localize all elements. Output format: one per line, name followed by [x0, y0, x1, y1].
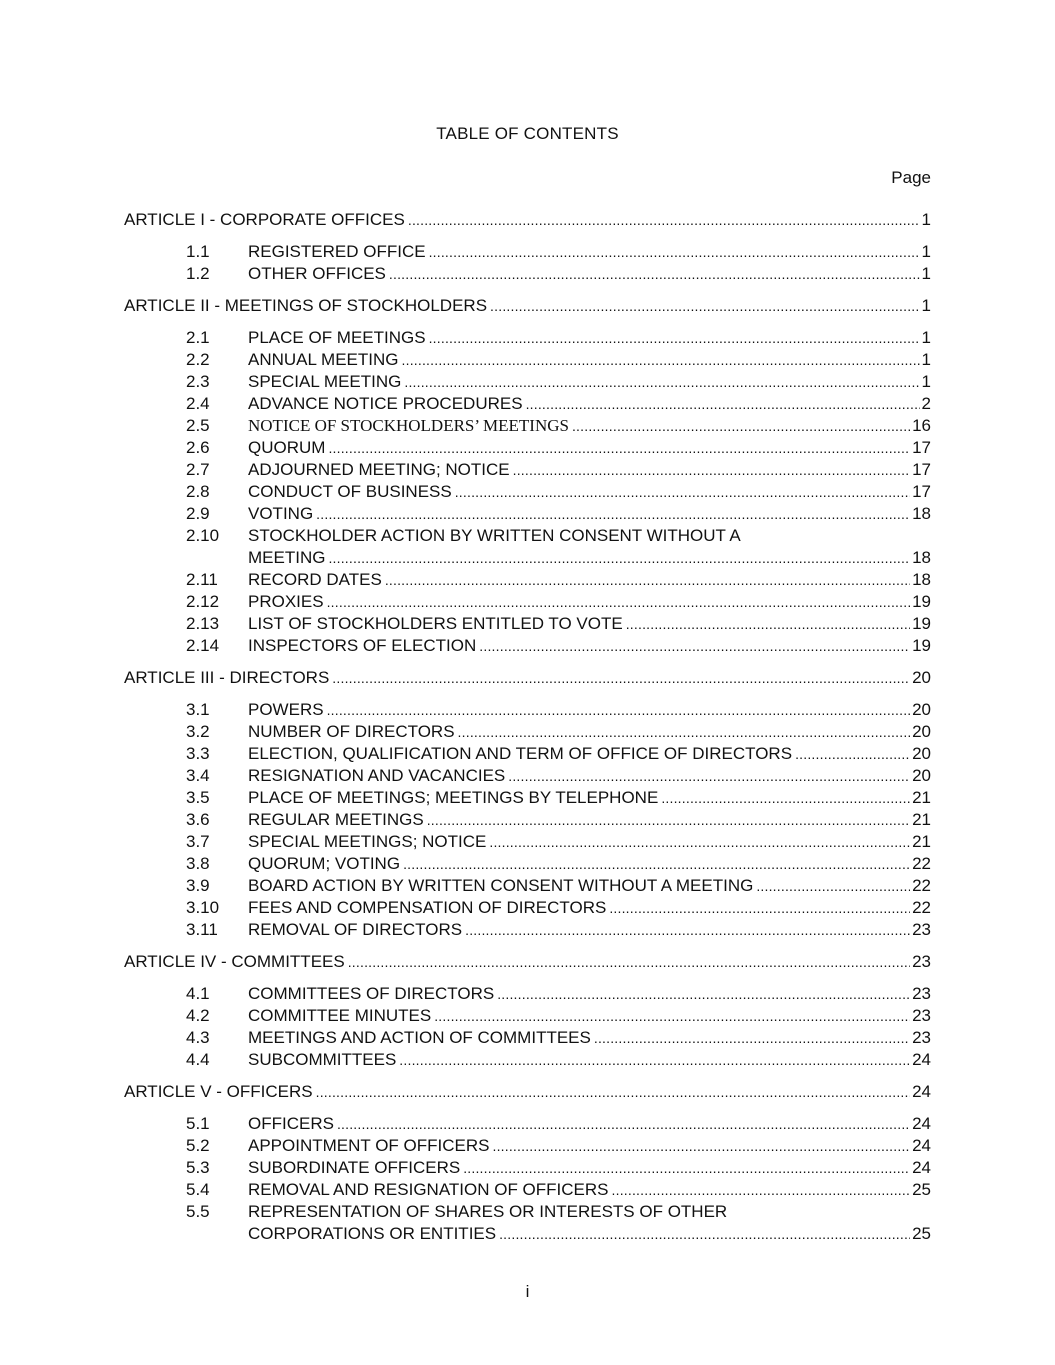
toc-entry-3-3[interactable]	[124, 743, 931, 765]
section-number: 3.11	[186, 920, 218, 939]
section-title: FEES AND COMPENSATION OF DIRECTORS	[248, 898, 607, 917]
dot-leader	[408, 211, 920, 229]
dot-leader	[795, 745, 910, 763]
dot-leader	[403, 855, 910, 873]
dot-leader	[626, 615, 910, 633]
section-title: VOTING	[248, 504, 314, 523]
section-title: ADJOURNED MEETING; NOTICE	[248, 460, 510, 479]
section-title: LIST OF STOCKHOLDERS ENTITLED TO VOTE	[248, 614, 623, 633]
section-title: PLACE OF MEETINGS; MEETINGS BY TELEPHONE	[248, 788, 659, 807]
dot-leader	[429, 329, 920, 347]
section-title: ANNUAL MEETING	[248, 350, 399, 369]
page-ref: 16	[912, 416, 931, 435]
dot-leader	[612, 1181, 911, 1199]
dot-leader	[404, 373, 919, 391]
toc-entry-2-2[interactable]	[124, 349, 931, 371]
toc-entry-5-4[interactable]	[124, 1179, 931, 1201]
section-title: NUMBER OF DIRECTORS	[248, 722, 455, 741]
section-number: 4.1	[186, 984, 210, 1003]
toc-entry-2-7[interactable]	[124, 459, 931, 481]
section-title: QUORUM	[248, 438, 326, 457]
dot-leader	[508, 767, 910, 785]
page-ref: 24	[912, 1158, 931, 1177]
section-number: 3.7	[186, 832, 210, 851]
page-ref: 23	[912, 952, 931, 971]
section-number: 3.5	[186, 788, 210, 807]
toc-entry-3-2[interactable]	[124, 721, 931, 743]
page-ref: 23	[912, 1006, 931, 1025]
section-number: 3.9	[186, 876, 210, 895]
toc-entry-5-1[interactable]	[124, 1113, 931, 1135]
page-ref: 17	[912, 482, 931, 501]
dot-leader	[458, 723, 911, 741]
toc-entry-1-1[interactable]	[124, 241, 931, 263]
section-number: 5.4	[186, 1180, 210, 1199]
page-ref: 1	[921, 350, 931, 369]
dot-leader	[513, 461, 910, 479]
section-title-line1: STOCKHOLDER ACTION BY WRITTEN CONSENT WITHOUT A	[248, 526, 741, 545]
section-title: ELECTION, QUALIFICATION AND TERM OF OFFICE OF DIRECTORS	[248, 744, 793, 763]
section-number: 2.2	[186, 350, 210, 369]
section-title: PLACE OF MEETINGS	[248, 328, 426, 347]
page-ref: 24	[912, 1114, 931, 1133]
article-title: ARTICLE V - OFFICERS	[124, 1082, 313, 1101]
toc-entry-4-3[interactable]	[124, 1027, 931, 1049]
dot-leader	[492, 1137, 910, 1155]
section-title: REMOVAL AND RESIGNATION OF OFFICERS	[248, 1180, 609, 1199]
toc-article-entry[interactable]	[124, 295, 931, 317]
section-title: RESIGNATION AND VACANCIES	[248, 766, 506, 785]
section-number: 2.7	[186, 460, 210, 479]
section-number: 5.3	[186, 1158, 210, 1177]
toc-entry-first-line	[124, 525, 931, 547]
dot-leader	[489, 833, 910, 851]
toc-entry-5-3[interactable]	[124, 1157, 931, 1179]
section-number: 1.2	[186, 264, 210, 283]
page-ref: 23	[912, 920, 931, 939]
section-title: REGULAR MEETINGS	[248, 810, 424, 829]
section-number: 3.1	[186, 700, 210, 719]
section-title: PROXIES	[248, 592, 324, 611]
section-number: 2.13	[186, 614, 220, 633]
toc-entry-3-10[interactable]	[124, 897, 931, 919]
page-ref: 19	[912, 614, 931, 633]
section-title: SUBORDINATE OFFICERS	[248, 1158, 461, 1177]
page-ref: 23	[912, 1028, 931, 1047]
section-title: ADVANCE NOTICE PROCEDURES	[248, 394, 523, 413]
section-number: 2.10	[186, 526, 220, 545]
section-number: 2.1	[186, 328, 210, 347]
toc-entry-5-2[interactable]	[124, 1135, 931, 1157]
section-title: SUBCOMMITTEES	[248, 1050, 397, 1069]
dot-leader	[316, 505, 910, 523]
section-title: APPOINTMENT OF OFFICERS	[248, 1136, 490, 1155]
dot-leader	[465, 921, 910, 939]
toc-entry-2-10[interactable]	[124, 525, 931, 569]
page-ref: 19	[912, 592, 931, 611]
section-title: SPECIAL MEETING	[248, 372, 402, 391]
section-number: 3.2	[186, 722, 210, 741]
dot-leader	[402, 351, 920, 369]
page-ref: 25	[912, 1224, 931, 1243]
toc-entry-4-2[interactable]	[124, 1005, 931, 1027]
dot-leader	[427, 811, 910, 829]
page-ref: 1	[921, 264, 931, 283]
dot-leader	[490, 297, 919, 315]
toc-entry-first-line	[124, 1201, 931, 1223]
page-ref: 20	[912, 766, 931, 785]
section-title: REMOVAL OF DIRECTORS	[248, 920, 463, 939]
page-ref: 1	[921, 372, 931, 391]
dot-leader	[429, 243, 920, 261]
toc-entry-5-5[interactable]	[124, 1201, 931, 1245]
page-ref: 21	[912, 788, 931, 807]
toc-article-entry[interactable]	[124, 1081, 931, 1103]
dot-leader	[594, 1029, 910, 1047]
toc-entry-2-6[interactable]	[124, 437, 931, 459]
dot-leader	[327, 701, 911, 719]
section-number: 5.5	[186, 1202, 210, 1221]
page-ref: 18	[912, 570, 931, 589]
toc-article-entry[interactable]	[124, 667, 931, 689]
section-number: 4.2	[186, 1006, 210, 1025]
toc-article-entry[interactable]	[124, 209, 931, 231]
toc-entry-2-3[interactable]	[124, 371, 931, 393]
dot-leader	[526, 395, 920, 413]
dot-leader	[328, 549, 910, 567]
section-title: REGISTERED OFFICE	[248, 242, 426, 261]
page-ref: 20	[912, 722, 931, 741]
toc-entry-4-1[interactable]	[124, 983, 931, 1005]
page-ref: 22	[912, 898, 931, 917]
page-ref: 22	[912, 854, 931, 873]
page-ref: 24	[912, 1136, 931, 1155]
section-number: 1.1	[186, 242, 210, 261]
toc-entry-second-line	[124, 1223, 931, 1245]
page-ref: 21	[912, 832, 931, 851]
toc-entry-3-5[interactable]	[124, 787, 931, 809]
dot-leader	[455, 483, 910, 501]
page-ref: 18	[912, 504, 931, 523]
section-number: 2.5	[186, 416, 210, 435]
page-ref: 20	[912, 668, 931, 687]
dot-leader	[399, 1051, 910, 1069]
section-number: 2.4	[186, 394, 210, 413]
page-ref: 25	[912, 1180, 931, 1199]
toc-entry-2-12[interactable]	[124, 591, 931, 613]
section-title: COMMITTEES OF DIRECTORS	[248, 984, 495, 1003]
article-title: ARTICLE IV - COMMITTEES	[124, 952, 345, 971]
toc-entry-3-4[interactable]	[124, 765, 931, 787]
section-number: 2.6	[186, 438, 210, 457]
dot-leader	[661, 789, 910, 807]
toc-entry-3-1[interactable]	[124, 699, 931, 721]
dot-leader	[572, 417, 910, 435]
section-number: 2.11	[186, 570, 218, 589]
section-title: BOARD ACTION BY WRITTEN CONSENT WITHOUT A MEETING	[248, 876, 754, 895]
section-number: 3.10	[186, 898, 220, 917]
section-title: QUORUM; VOTING	[248, 854, 401, 873]
page-number: i	[525, 1282, 530, 1301]
section-number: 2.14	[186, 636, 220, 655]
article-title: ARTICLE III - DIRECTORS	[124, 668, 330, 687]
section-number: 5.2	[186, 1136, 210, 1155]
section-title: COMMITTEE MINUTES	[248, 1006, 432, 1025]
dot-leader	[499, 1225, 910, 1243]
page-title: TABLE OF CONTENTS	[436, 124, 619, 143]
dot-leader	[316, 1083, 910, 1101]
section-title: NOTICE OF STOCKHOLDERS’ MEETINGS	[248, 416, 569, 435]
toc-entry-4-4[interactable]	[124, 1049, 931, 1071]
dot-leader	[756, 877, 910, 895]
dot-leader	[389, 265, 920, 283]
section-title: MEETINGS AND ACTION OF COMMITTEES	[248, 1028, 591, 1047]
table-of-contents	[124, 205, 931, 1245]
page-ref: 23	[912, 984, 931, 1003]
toc-article-entry[interactable]	[124, 951, 931, 973]
dot-leader	[337, 1115, 910, 1133]
section-title: MEETING	[248, 548, 326, 567]
page-ref: 22	[912, 876, 931, 895]
page-ref: 21	[912, 810, 931, 829]
toc-entry-2-5[interactable]	[124, 415, 931, 437]
section-number: 3.6	[186, 810, 210, 829]
page-ref: 2	[921, 394, 931, 413]
dot-leader	[385, 571, 910, 589]
toc-entry-3-6[interactable]	[124, 809, 931, 831]
section-title: POWERS	[248, 700, 324, 719]
page-ref: 17	[912, 460, 931, 479]
section-title: OTHER OFFICES	[248, 264, 386, 283]
article-title: ARTICLE I - CORPORATE OFFICES	[124, 210, 405, 229]
page-ref: 20	[912, 744, 931, 763]
toc-entry-3-11[interactable]	[124, 919, 931, 941]
toc-entry-2-13[interactable]	[124, 613, 931, 635]
toc-entry-2-8[interactable]	[124, 481, 931, 503]
dot-leader	[463, 1159, 910, 1177]
section-title: RECORD DATES	[248, 570, 382, 589]
page-ref: 1	[921, 210, 931, 229]
toc-entry-1-2[interactable]	[124, 263, 931, 285]
page-ref: 24	[912, 1082, 931, 1101]
section-title: SPECIAL MEETINGS; NOTICE	[248, 832, 487, 851]
dot-leader	[348, 953, 910, 971]
page-column-label: Page	[891, 168, 931, 187]
dot-leader	[327, 593, 910, 611]
page-ref: 1	[921, 296, 931, 315]
toc-entry-3-7[interactable]	[124, 831, 931, 853]
toc-entry-second-line	[124, 547, 931, 569]
dot-leader	[479, 637, 910, 655]
toc-entry-2-11[interactable]	[124, 569, 931, 591]
dot-leader	[497, 985, 910, 1003]
toc-entry-2-14[interactable]	[124, 635, 931, 657]
dot-leader	[609, 899, 910, 917]
toc-entry-2-1[interactable]	[124, 327, 931, 349]
section-title: CORPORATIONS OR ENTITIES	[248, 1224, 497, 1243]
section-number: 3.3	[186, 744, 210, 763]
section-title: CONDUCT OF BUSINESS	[248, 482, 452, 501]
page-ref: 1	[921, 242, 931, 261]
page-ref: 19	[912, 636, 931, 655]
section-number: 3.4	[186, 766, 210, 785]
dot-leader	[328, 439, 910, 457]
section-number: 2.3	[186, 372, 210, 391]
article-title: ARTICLE II - MEETINGS OF STOCKHOLDERS	[124, 296, 488, 315]
section-title: OFFICERS	[248, 1114, 334, 1133]
page-ref: 24	[912, 1050, 931, 1069]
page-ref: 1	[921, 328, 931, 347]
section-number: 2.9	[186, 504, 210, 523]
section-number: 4.4	[186, 1050, 210, 1069]
toc-entry-3-8[interactable]	[124, 853, 931, 875]
section-number: 4.3	[186, 1028, 210, 1047]
page-ref: 17	[912, 438, 931, 457]
section-number: 2.12	[186, 592, 220, 611]
dot-leader	[434, 1007, 910, 1025]
toc-entry-2-4[interactable]	[124, 393, 931, 415]
page-ref: 20	[912, 700, 931, 719]
section-number: 2.8	[186, 482, 210, 501]
section-title: INSPECTORS OF ELECTION	[248, 636, 477, 655]
section-number: 5.1	[186, 1114, 210, 1133]
dot-leader	[332, 669, 910, 687]
section-title-line1: REPRESENTATION OF SHARES OR INTERESTS OF OTHER	[248, 1202, 728, 1221]
section-number: 3.8	[186, 854, 210, 873]
toc-entry-3-9[interactable]	[124, 875, 931, 897]
page-ref: 18	[912, 548, 931, 567]
toc-entry-2-9[interactable]	[124, 503, 931, 525]
